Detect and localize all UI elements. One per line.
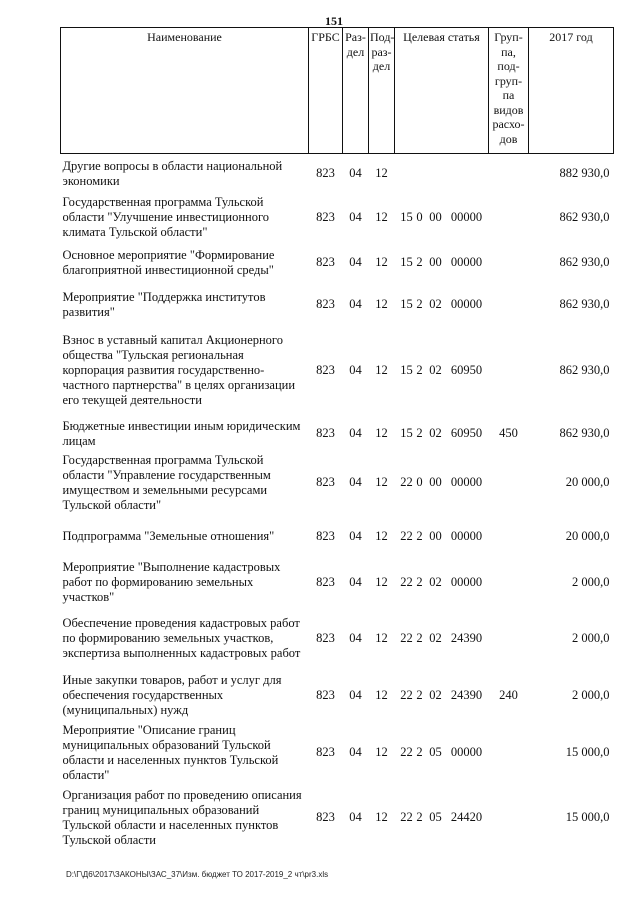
row-razdel: 04 [349,363,362,377]
row-name: Основное мероприятие "Формирование благоприятной инвестиционной среды" [62,247,275,277]
row-grbs: 823 [316,426,335,440]
table-row [61,154,614,194]
row-grbs: 823 [316,255,335,269]
row-grbs: 823 [316,631,335,645]
row-razdel: 04 [349,631,362,645]
row-grbs: 823 [316,688,335,702]
celevaya-statya-part: 22 [400,810,413,824]
celevaya-statya-part: 15 [400,209,413,224]
row-celevaya-statya [395,607,489,671]
row-amount-2017: 862 930,0 [559,209,610,224]
celevaya-statya-part: 22 [400,475,413,489]
celevaya-statya-part: 2 [416,810,423,824]
row-grbs: 823 [316,363,335,377]
table-header-row [61,28,614,154]
row-podrazdel: 12 [375,529,388,543]
celevaya-statya-part: 00 [429,475,442,489]
row-name: Иные закупки товаров, работ и услуг для обеспечения государственных (муниципальных) нужд [62,673,282,717]
table-row [61,241,614,285]
celevaya-statya-part: 02 [429,363,442,377]
celevaya-statya-part: 2 [416,631,423,645]
celevaya-statya-part: 0 [416,475,423,489]
celevaya-statya-part: 15 [400,255,413,269]
celevaya-statya-part: 00 [429,529,442,543]
celevaya-statya-part: 00000 [450,475,483,489]
row-podrazdel: 12 [375,810,388,824]
row-razdel: 04 [349,255,362,269]
row-amount-2017: 862 930,0 [559,426,610,440]
row-name: Подпрограмма "Земельные отношения" [62,529,275,543]
row-celevaya-statya [395,451,489,515]
row-amount-2017: 20 000,0 [565,529,610,543]
row-amount-2017: 862 930,0 [559,297,610,311]
row-amount-2017: 15 000,0 [565,745,610,759]
celevaya-statya-part: 00000 [450,209,483,224]
table-row [61,325,614,417]
celevaya-statya-part: 2 [416,745,423,759]
row-vid-rashodov [489,515,529,559]
row-grbs: 823 [316,745,335,759]
row-vid-rashodov [489,285,529,325]
celevaya-statya-part: 00000 [450,575,483,589]
row-razdel: 04 [349,688,362,702]
page-number: 151 [325,14,343,28]
table-body [61,154,614,851]
row-vid-rashodov [489,241,529,285]
row-name: Мероприятие "Описание границ муниципальных образований Тульской области и населенных пунктов Тульской области" [62,722,279,782]
row-podrazdel: 12 [375,255,388,269]
header-grbs: ГРБС [309,28,343,154]
celevaya-statya-part: 02 [429,297,442,311]
celevaya-statya-part: 00 [429,255,442,269]
table-row [61,721,614,785]
row-vid-rashodov [489,559,529,607]
celevaya-statya-part: 2 [416,529,423,543]
row-celevaya-statya [395,721,489,785]
celevaya-statya-part: 02 [429,426,442,440]
row-celevaya-statya [395,417,489,451]
row-razdel: 04 [349,166,362,181]
row-celevaya-statya [395,785,489,851]
row-amount-2017: 862 930,0 [559,255,610,269]
row-amount-2017: 15 000,0 [565,810,610,824]
row-celevaya-statya [395,325,489,417]
table-row [61,285,614,325]
row-vid-rashodov: 240 [499,688,518,702]
row-grbs: 823 [316,297,335,311]
row-vid-rashodov [489,325,529,417]
row-celevaya-statya [395,285,489,325]
celevaya-statya-part: 15 [400,426,413,440]
row-name: Обеспечение проведения кадастровых работ по формированию земельных участков, экспертиза выполненных кадастровых работ [62,616,301,660]
row-podrazdel: 12 [375,688,388,702]
row-celevaya-statya [395,559,489,607]
budget-table-container [60,27,613,851]
budget-table [60,27,614,851]
table-row [61,417,614,451]
table-row [61,515,614,559]
row-vid-rashodov [489,607,529,671]
celevaya-statya-part: 60950 [450,426,483,440]
row-name: Государственная программа Тульской области "Улучшение инвестиционного климата Тульской области" [62,194,270,239]
celevaya-statya-part: 00000 [450,297,483,311]
row-grbs: 823 [316,166,335,181]
row-grbs: 823 [316,810,335,824]
celevaya-statya-part: 2 [416,255,423,269]
row-razdel: 04 [349,745,362,759]
row-vid-rashodov [489,194,529,241]
row-celevaya-statya [395,515,489,559]
row-amount-2017: 2 000,0 [572,631,610,645]
row-celevaya-statya [395,241,489,285]
table-row [61,451,614,515]
row-razdel: 04 [349,810,362,824]
celevaya-statya-part: 0 [416,209,423,224]
celevaya-statya-part: 00000 [450,745,483,759]
celevaya-statya-part: 2 [416,575,423,589]
row-razdel: 04 [349,575,362,589]
row-celevaya-statya [395,154,489,194]
celevaya-statya-part: 22 [400,575,413,589]
row-podrazdel: 12 [375,166,388,181]
row-vid-rashodov [489,451,529,515]
row-razdel: 04 [349,529,362,543]
row-razdel: 04 [349,475,362,489]
row-amount-2017: 2 000,0 [572,688,610,702]
row-vid-rashodov [489,785,529,851]
row-grbs: 823 [316,209,335,224]
row-podrazdel: 12 [375,475,388,489]
celevaya-statya-part: 22 [400,745,413,759]
row-grbs: 823 [316,475,335,489]
row-podrazdel: 12 [375,363,388,377]
celevaya-statya-part: 24390 [450,631,483,645]
table-row [61,607,614,671]
row-razdel: 04 [349,297,362,311]
celevaya-statya-part: 02 [429,688,442,702]
celevaya-statya-part: 22 [400,688,413,702]
celevaya-statya-part: 00000 [450,255,483,269]
header-celevaya-statya: Целевая статья [395,28,489,154]
row-amount-2017: 20 000,0 [565,475,610,489]
row-vid-rashodov [489,721,529,785]
row-celevaya-statya [395,671,489,721]
row-grbs: 823 [316,575,335,589]
celevaya-statya-part: 00000 [450,529,483,543]
celevaya-statya-part: 22 [400,529,413,543]
celevaya-statya-part: 60950 [450,363,483,377]
header-name: Наименование [61,28,309,154]
celevaya-statya-part: 05 [429,810,442,824]
row-grbs: 823 [316,529,335,543]
row-razdel: 04 [349,209,362,224]
celevaya-statya-part: 00 [429,209,442,224]
celevaya-statya-part: 15 [400,363,413,377]
celevaya-statya-part: 2 [416,688,423,702]
row-name: Мероприятие "Поддержка институтов развития" [62,289,266,319]
row-podrazdel: 12 [375,631,388,645]
row-podrazdel: 12 [375,297,388,311]
row-podrazdel: 12 [375,745,388,759]
celevaya-statya-part: 05 [429,745,442,759]
file-path-footer: D:\Г\Д6\2017\ЗАКОНЫ\ЗАС_37\Изм. бюджет ТО 2017-2019_2 чт\pr3.xls [66,870,329,879]
row-amount-2017: 862 930,0 [559,363,610,377]
celevaya-statya-part: 22 [400,631,413,645]
header-vid-rashodov: Груп-па, под-груп-па видов расхо-дов [489,28,529,154]
row-name: Взнос в уставный капитал Акционерного общества "Тульская региональная корпорация развития государственно-частного партнерства" в целях организации его текущей деятельности [62,333,296,407]
celevaya-statya-part: 2 [416,297,423,311]
row-podrazdel: 12 [375,575,388,589]
celevaya-statya-part: 24390 [450,688,483,702]
header-year: 2017 год [529,28,614,154]
celevaya-statya-part: 2 [416,426,423,440]
celevaya-statya-part: 24420 [450,810,483,824]
row-vid-rashodov: 450 [499,426,518,440]
celevaya-statya-part: 2 [416,363,423,377]
row-name: Бюджетные инвестиции иным юридическим лицам [62,418,301,448]
row-amount-2017: 882 930,0 [559,166,610,181]
table-row [61,785,614,851]
row-name: Государственная программа Тульской области "Управление государственным имуществом и земельными ресурсами Тульской области" [62,452,271,512]
row-name: Организация работ по проведению описания границ муниципальных образований Тульской области и населенных пунктов Тульской области [62,787,302,847]
row-vid-rashodov [489,154,529,194]
celevaya-statya-part: 15 [400,297,413,311]
header-razdel: Раз-дел [343,28,369,154]
table-row [61,671,614,721]
header-podrazdel: Под-раз-дел [369,28,395,154]
celevaya-statya-part: 02 [429,575,442,589]
celevaya-statya-part: 02 [429,631,442,645]
table-row [61,194,614,241]
row-name: Мероприятие "Выполнение кадастровых работ по формированию земельных участков" [62,560,281,604]
row-amount-2017: 2 000,0 [572,575,610,589]
row-podrazdel: 12 [375,209,388,224]
row-razdel: 04 [349,426,362,440]
row-podrazdel: 12 [375,426,388,440]
row-celevaya-statya [395,194,489,241]
row-name: Другие вопросы в области национальной экономики [62,158,283,188]
table-row [61,559,614,607]
